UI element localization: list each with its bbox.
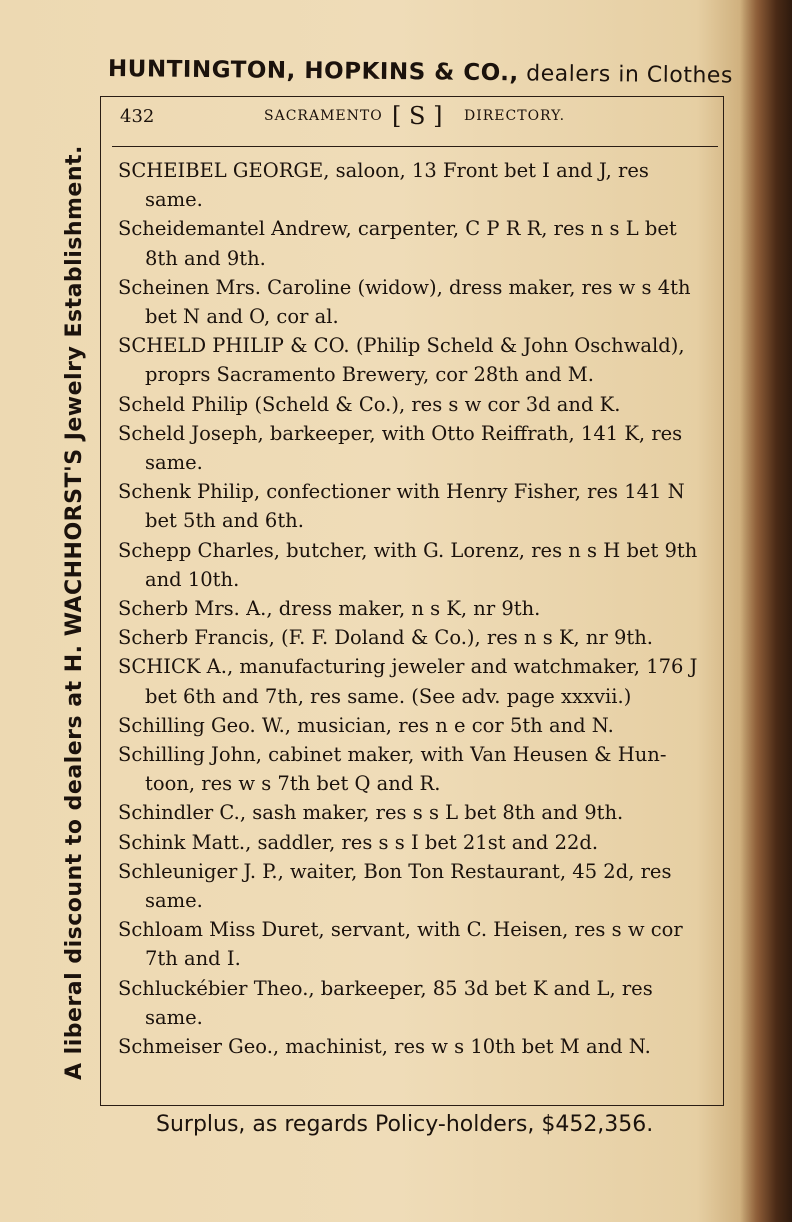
header-left-title: SACRAMENTO (264, 108, 383, 124)
top-ad-rest: dealers in Clothes (518, 61, 733, 89)
directory-entry: Schloam Miss Duret, servant, with C. Heisen, res s w cor 7th and I. (118, 918, 683, 971)
header-letter: [ S ] (392, 102, 443, 130)
running-header (120, 102, 720, 136)
directory-entry: Scheld Joseph, barkeeper, with Otto Reiffrath, 141 K, res same. (118, 421, 683, 475)
directory-entry: Scherb Francis, (F. F. Doland & Co.), res n s K, nr 9th. (118, 626, 653, 650)
bottom-advertisement: Surplus, as regards Policy-holders, $452,356. (156, 1112, 654, 1137)
directory-entry: Schindler C., sash maker, res s s L bet 8th and 9th. (118, 801, 624, 825)
directory-entry: Schink Matt., saddler, res s s I bet 21st and 22d. (118, 830, 599, 854)
book-spine-shadow (740, 0, 792, 1222)
directory-entry: Scherb Mrs. A., dress maker, n s K, nr 9th. (118, 597, 541, 621)
directory-entry: Scheld Philip (Scheld & Co.), res s w cor 3d and K. (118, 392, 621, 416)
directory-entry: Schilling Geo. W., musician, res n e cor 5th and N. (118, 713, 614, 737)
directory-entry: Schenk Philip, confectioner with Henry Fisher, res 141 N bet 5th and 6th. (118, 480, 685, 533)
side-advertisement: A liberal discount to dealers at H. WACHHORST'S Jewelry Establishment. (62, 145, 87, 1080)
header-rule (112, 146, 718, 147)
directory-entries (118, 156, 706, 1061)
directory-entry: Schepp Charles, butcher, with G. Lorenz, res n s H bet 9th and 10th. (118, 538, 698, 591)
header-right-title: DIRECTORY. (464, 108, 566, 124)
directory-entry: Schluckébier Theo., barkeeper, 85 3d bet K and L, res same. (118, 976, 653, 1029)
directory-entry: Schilling John, cabinet maker, with Van Heusen & Huntoon, res w s 7th bet Q and R. (118, 743, 667, 796)
top-ad-bold: HUNTINGTON, HOPKINS & CO., (107, 56, 519, 87)
directory-entry: SCHICK A., manufacturing jeweler and watchmaker, 176 J bet 6th and 7th, res same. (See adv. page xxxvii.) (118, 655, 698, 708)
directory-entry: Schleuniger J. P., waiter, Bon Ton Restaurant, 45 2d, res same. (118, 859, 672, 913)
directory-entry: Scheidemantel Andrew, carpenter, C P R R, res n s L bet 8th and 9th. (118, 217, 677, 270)
directory-entry: Scheinen Mrs. Caroline (widow), dress maker, res w s 4th bet N and O, cor al. (118, 275, 691, 329)
directory-entry: SCHELD PHILIP & CO. (Philip Scheld & John Oschwald), proprs Sacramento Brewery, cor 28th and M. (118, 334, 685, 387)
directory-entry: Schmeiser Geo., machinist, res w s 10th bet M and N. (118, 1035, 651, 1059)
directory-entry: SCHEIBEL GEORGE, saloon, 13 Front bet I and J, res same. (118, 159, 649, 212)
page-number: 432 (120, 106, 155, 127)
